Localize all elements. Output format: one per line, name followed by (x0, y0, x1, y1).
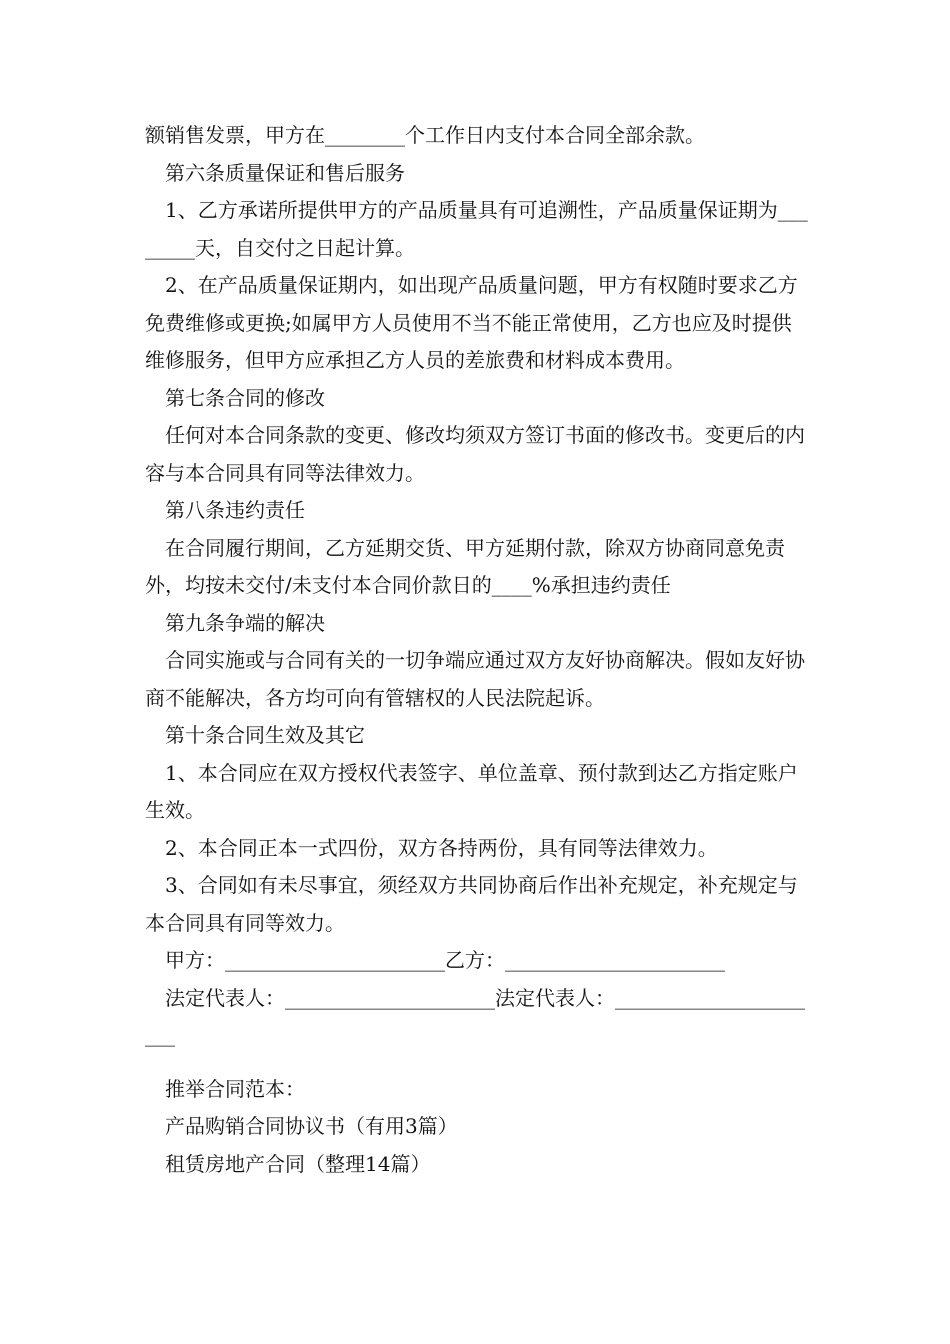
section-8-body: 在合同履行期间，乙方延期交货、甲方延期付款，除双方协商同意免责外，均按未交付/未支付本合同价款日的____%承担违约责任 (145, 535, 785, 597)
recommended-templates (145, 1071, 810, 1184)
signature-representatives-line: 法定代表人：_____________________法定代表人：______________________ (145, 985, 805, 1047)
section-10-item-1: 1、本合同应在双方授权代表签字、单位盖章、预付款到达乙方指定账户生效。 (145, 760, 798, 822)
section-9-title: 第九条争端的解决 (165, 610, 325, 635)
contract-body (145, 117, 810, 1183)
section-10-item-2: 2、本合同正本一式四份，双方各持两份，具有同等法律效力。 (165, 835, 718, 860)
section-10-item-3: 3、合同如有未尽事宜，须经双方共同协商后作出补充规定，补充规定与本合同具有同等效力。 (145, 873, 798, 935)
section-6-title: 第六条质量保证和售后服务 (165, 160, 405, 185)
recommended-link-1[interactable]: 产品购销合同协议书（有用3篇） (165, 1114, 458, 1138)
section-9-body: 合同实施或与合同有关的一切争端应通过双方友好协商解决。假如友好协商不能解决，各方均可向有管辖权的人民法院起诉。 (145, 648, 805, 710)
spacer (145, 1055, 810, 1071)
recommended-heading: 推举合同范本： (165, 1076, 305, 1101)
section-6-item-1: 1、乙方承诺所提供甲方的产品质量具有可追溯性，产品质量保证期为________天，自交付之日起计算。 (145, 198, 808, 260)
section-7-title: 第七条合同的修改 (165, 385, 325, 410)
section-7-body: 任何对本合同条款的变更、修改均须双方签订书面的修改书。变更后的内容与本合同具有同等法律效力。 (145, 423, 805, 485)
section-6-item-2: 2、在产品质量保证期内，如出现产品质量问题，甲方有权随时要求乙方免费维修或更换;如属甲方人员使用不当不能正常使用，乙方也应及时提供维修服务，但甲方应承担乙方人员的差旅费和材料成本费用。 (145, 273, 798, 372)
payment-clause-tail: 额销售发票，甲方在________个工作日内支付本合同全部余款。 (145, 123, 705, 147)
signature-parties-line: 甲方：______________________乙方：______________________ (165, 948, 725, 972)
section-10-title: 第十条合同生效及其它 (165, 723, 365, 747)
section-8-title: 第八条违约责任 (165, 498, 305, 522)
recommended-link-2[interactable]: 租赁房地产合同（整理14篇） (165, 1151, 431, 1176)
